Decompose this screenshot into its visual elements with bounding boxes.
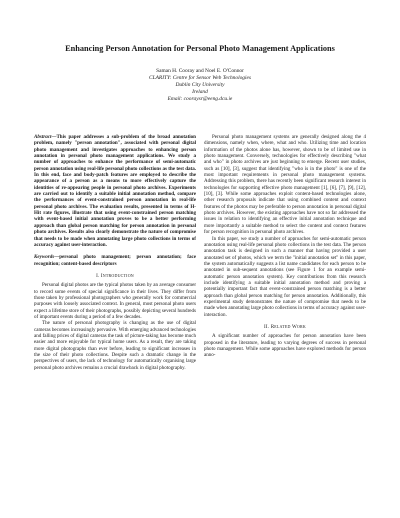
keywords xyxy=(34,254,196,267)
paper-title: Enhancing Person Annotation for Personal Photo Management Applications xyxy=(65,44,335,53)
related-work-paragraph: A significant number of approaches for person annotation have been proposed in the literature, leading to varying degrees of success in personal photo management. While some approaches have explored methods for person anno- xyxy=(204,333,366,359)
country: Ireland xyxy=(192,88,208,95)
left-column xyxy=(34,134,196,371)
author-email: Email: cooraysr@eeng.dcu.ie xyxy=(167,95,233,102)
affiliation: CLARITY: Centre for Sensor Web Technologies xyxy=(149,74,251,81)
author-block xyxy=(20,68,380,103)
university: Dublin City University xyxy=(175,81,225,88)
section-heading-introduction: I. Introduction xyxy=(96,272,134,279)
section-heading-related-work: II. Related Work xyxy=(264,323,306,330)
intro-paragraph: The nature of personal photography is changing as the use of digital cameras becomes increasingly pervasive. With emerging advanced technologies and falling prices of digital cameras the task of picture-taking has become much easier and more enjoyable for typical home users. As a result, they are taking more digital photographs than ever before, leading to significant increases in the size of their photo collections. Despite such a dramatic change in the perspectives of users, the lack of technology for automatically organising large personal photo archives remains a crucial drawback in digital photography. xyxy=(34,320,196,371)
body-paragraph: Personal photo management systems are generally designed along the 4 dimensions, namely when, where, what and who. Utilizing time and location information of the photos alone has, however, shown to be of limited use in photo management. Conversely, technologies for effectively describing "what and who" in photo archives are just beginning to emerge. Recent user studies, such as [10], [3], suggest that identifying "who is in the photo" is one of the most important requirements in personal photo management systems. Addressing this problem, there has recently been significant research interest in technologies for supporting effective photo management [1], [6], [7], [9], [12], [10], [3]. While some approaches exploit content-based technologies alone, other research proposals indicate that using combined content and context features of the photos may be preferable to person annotation in personal digital photo archives. However, the existing approaches have not so far addressed the issues in relation to identifying an effective initial annotation technique and more importantly a suitable method to select the content and context features for person recognition in personal photo archives. xyxy=(204,134,366,236)
keywords-text: —personal photo management; person annotation; face recognition; content-based descriptors xyxy=(34,254,196,267)
abstract-label: Abstract xyxy=(34,134,52,140)
body-paragraph: In this paper, we study a number of approaches for semi-automatic person annotation using real-life personal photo collections in the test data. The person annotation task is designed in such a manner that having provided a user annotated set of photos, which we term the "initial annotation set" in this paper, the system automatically suggests a list name candidates for each person to be annotated in sub-sequent annotations (see Figure 1 for an example semi-automatic person annotation system). Key contributions from this research include identifying a suitable initial annotation method and proving a potentially important fact that event-constrained person matching is a better approach than global person matching for person annotation. Additionally, this experimental study demonstrates the nature of compromise that needs to be made when annotating large photo collections in terms of accuracy against user-interaction. xyxy=(204,235,366,318)
keywords-label: Keywords xyxy=(34,254,55,261)
author-names: Saman H. Cooray and Noel E. O'Connor xyxy=(156,68,244,74)
abstract xyxy=(34,134,196,248)
right-column xyxy=(204,134,366,359)
abstract-text: —This paper addresses a sub-problem of the broad annotation problem, namely "person annotation", associated with personal digital photo management and investigates approaches to enhancing person annotation in personal photo management applications. We study a number of approaches to enhance the performance of semi-automatic person annotation using real-life personal photo collections as the test data. In this end, face and body-patch features are employed to describe the appearance of a person as a means to more effectively capture the identities of re-appearing people in personal photo archives. Experiments are carried out to identify a suitable initial annotation method, compare the performances of event-constrained person annotation in real-life personal photo archives. The evaluation results, presented in terms of H-Hit rate figures, illustrate that using event-constrained person matching with event-based initial annotation proves to be a better performing approach than global person matching for person annotation in personal photo archives. Results also clearly demonstrate the nature of compromise that needs to be made when annotating large photo collections in terms of accuracy against user-interaction. xyxy=(34,134,196,248)
intro-paragraph: Personal digital photos are the typical photos taken by an average consumer to record some events of special significance in their lives. They differ from those taken by professional photographers who generally work for commercial purposes with loosely associated context. In general, most personal photo users expect a lifetime store of their photographs, possibly depicting several hundreds of important events during a period of a few decades. xyxy=(34,282,196,320)
